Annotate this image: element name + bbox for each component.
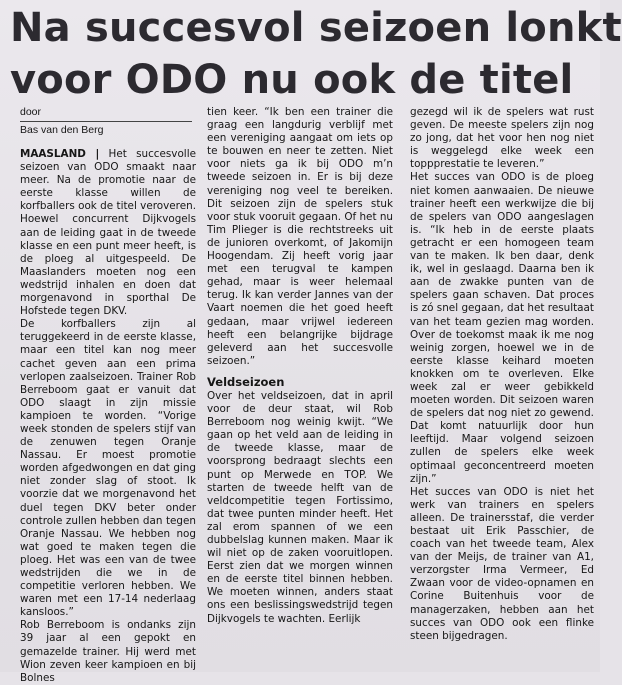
body-paragraph: Over het veldseizoen, dat in april voor de deur staat, wil Rob Berreboom nog weinig kwijt. “We gaan op het veld aan de leiding in de tweede klasse, maar de voorsprong bedraagt slechts een punt op Merwede en TOP. We starten de tweede helft van de veldcompetitie tegen Fortissimo, dat twee punten minder heeft. Het zal erom spannen of we een dubbelslag kunnen maken. Maar ik wil niet op de zaken vooruitlopen. Eerst zien dat we morgen winnen en de eerste titel binnen hebben. We moeten winnen, anders staat ons een beslissingswedstrijd tegen Dijkvogels te wachten. Eerlijk [207,389,393,625]
section-subhead: Veldseizoen [207,374,285,389]
article-column-2 [207,106,393,670]
byline-divider [20,121,192,122]
dateline: MAASLAND | [20,148,100,160]
body-paragraph: Het succes van ODO is niet het werk van trainers en spelers alleen. De trainersstaf, die verder bestaat uit Erik Passchier, de coach van het tweede team, Alex van der Meijs, de trainer van A1, verzorgster Irma Vermeer, Ed Zwaan voor de video-opnamen en Corine Buitenhuis voor de managerzaken, hebben aan het succes van ODO ook een flinke steen bijgedragen. [410,485,594,642]
article-column-1 [20,148,196,684]
body-paragraph: gezegd wil ik de spelers wat rust geven. De meeste spelers zijn nog zo jong, dat het voor hen nog niet is weggelegd elke week een toppprestatie te leveren.” [410,106,594,171]
headline-line-2: voor ODO nu ook de titel [10,57,574,103]
body-paragraph: Rob Berreboom is ondanks zijn 39 jaar al een gepokt en gemazelde trainer. Hij werd met Wion zeven keer kampioen en bij Bolnes [20,619,196,684]
headline [10,2,622,106]
article-column-3 [410,106,594,670]
headline-line-1: Na succesvol seizoen lonkt [10,5,622,51]
lead-text: Het succesvolle seizoen van ODO smaakt naar meer. Na de promotie naar de eerste klasse willen de korfballers ook de titel veroveren. Hoewel concurrent Dijkvogels aan de leiding gaat in de tweede klasse en een punt meer heeft, is de ploeg al uitgespeeld. De Maaslanders moeten nog een wedstrijd inhalen en doen dat morgenavond in sporthal De Hofstede tegen DKV. [20,148,196,318]
lead-paragraph [20,148,196,318]
body-paragraph: Het succes van ODO is de ploeg niet komen aanwaaien. De nieuwe trainer heeft een werkwijze die bij de spelers van ODO aangeslagen is. “Ik heb in de eerste plaats getracht er een homogeen team van te maken. Ik ben daar, denk ik, wel in geslaagd. Daarna ben ik aan de zwakke punten van de spelers gaan schaven. Dat proces is zó snel gegaan, dat het resultaat van het team gezien mag worden. Over de toekomst maak ik me nog weinig zorgen, hoewel we in de eerste klasse keihard moeten knokken om te overleven. Elke week zal er weer gebikkeld moeten worden. Dit seizoen waren de spelers dat nog niet zo gewend. Dat komt natuurlijk door hun leeftijd. Maar volgend seizoen zullen de spelers elke week optimaal geconcentreerd moeten zijn.” [410,171,594,485]
byline [20,106,195,137]
body-paragraph: De korfballers zijn al teruggekeerd in de eerste klasse, maar een titel kan nog meer cachet geven aan een prima verlopen zaalseizoen. Trainer Rob Berreboom gaat er vanuit dat ODO slaagt in zijn missie kampioen te worden. “Vorige week stonden de spelers stijf van de zenuwen tegen Oranje Nassau. Er moest promotie worden afgedwongen en dat ging niet zonder slag of stoot. Ik voorzie dat we morgenavond het duel tegen DKV beter onder controle zullen hebben dan tegen Oranje Nassau. We hebben nog wat goed te maken tegen die ploeg. Het was een van de twee wedstrijden die we in de competitie verloren hebben. We waren met een 17-14 nederlaag kansloos.” [20,318,196,619]
byline-author: Bas van den Berg [20,124,104,136]
body-paragraph: tien keer. “Ik ben een trainer die graag een langdurig verblijf met een vereniging aangaat om iets op te bouwen en neer te zetten. Niet voor niets ga ik bij ODO m’n tweede seizoen in. Er is bij deze vereniging nog veel te bereiken. Dit seizoen zijn de spelers stuk voor stuk vooruit gegaan. Of het nu Tim Plieger is die rechtstreeks uit de junioren overkomt, of Jakomijn Hoogendam. Zij heeft vorig jaar met een terugval te kampen gehad, maar is weer helemaal terug. Ik kan verder Jannes van der Vaart noemen die het goed heeft gedaan, maar vrijwel iedereen heeft een belangrijke bijdrage geleverd aan het succesvolle seizoen.” [207,106,393,367]
byline-prefix: door [20,106,42,118]
